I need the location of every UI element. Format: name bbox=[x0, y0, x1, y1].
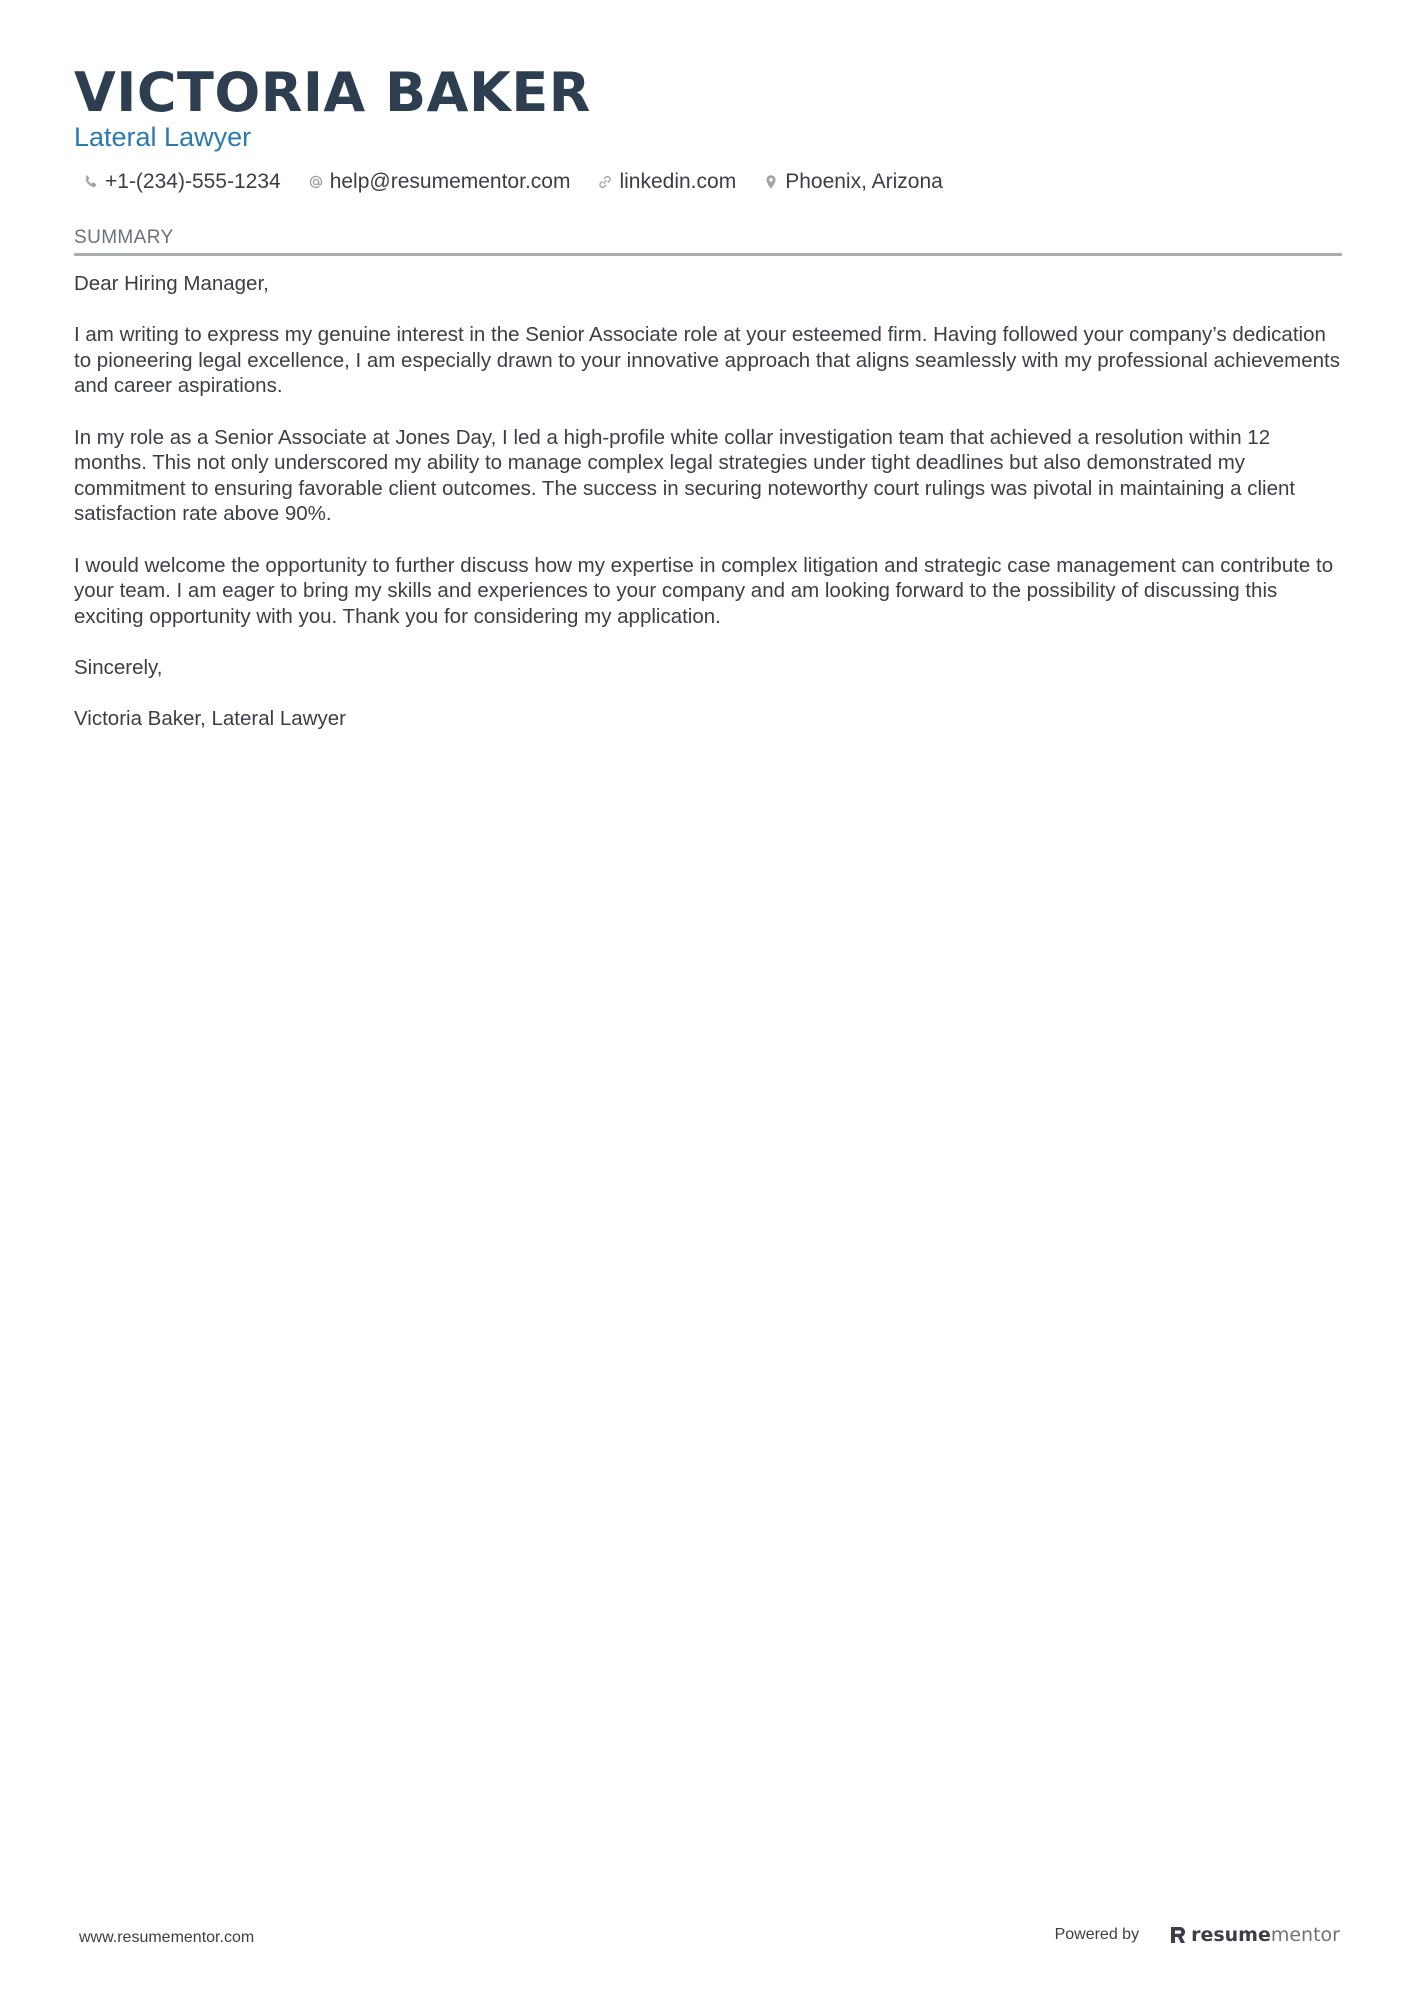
location-pin-icon bbox=[762, 173, 780, 191]
letter-paragraph: In my role as a Senior Associate at Jones Day, I led a high-profile white collar investigation team that achieved a resolution within 12 months. This not only underscored my ability to manage complex legal strategies under tight deadlines but also demonstrated my commitment to ensuring favorable client outcomes. The success in securing noteworthy court rulings was pivotal in maintaining a client satisfaction rate above 90%. bbox=[74, 425, 1296, 526]
contact-linkedin-text: linkedin.com bbox=[619, 170, 737, 193]
section-divider bbox=[74, 253, 1342, 256]
contact-location bbox=[762, 170, 943, 194]
at-icon bbox=[307, 173, 325, 191]
brand-name-part1: resume bbox=[1191, 1924, 1271, 1946]
cover-letter-body bbox=[74, 271, 1342, 757]
letter-paragraph: I would welcome the opportunity to further discuss how my expertise in complex litigation and strategic case management can contribute to your team. I am eager to bring my skills and experiences to your company and am looking forward to the possibility of discussing this exciting opportunity with you. Thank you for considering my application. bbox=[74, 553, 1334, 628]
contact-location-text: Phoenix, Arizona bbox=[785, 170, 943, 193]
section-title-summary: SUMMARY bbox=[74, 227, 174, 248]
brand-logo-link[interactable] bbox=[1169, 1924, 1340, 1946]
contact-phone[interactable] bbox=[82, 170, 281, 194]
phone-icon bbox=[82, 173, 100, 191]
resumementor-logo-icon bbox=[1169, 1925, 1187, 1945]
powered-by-label: Powered by bbox=[1054, 1926, 1140, 1943]
contact-email[interactable] bbox=[307, 170, 571, 194]
footer-branding bbox=[1055, 1924, 1340, 1946]
letter-signature: Victoria Baker, Lateral Lawyer bbox=[74, 707, 346, 731]
contact-bar bbox=[82, 166, 969, 198]
candidate-name: VICTORIA BAKER bbox=[74, 61, 591, 124]
contact-linkedin[interactable] bbox=[596, 170, 736, 194]
letter-closing: Sincerely, bbox=[74, 655, 163, 679]
brand-name-part2: mentor bbox=[1270, 1924, 1340, 1946]
letter-salutation: Dear Hiring Manager, bbox=[74, 272, 269, 295]
candidate-role: Lateral Lawyer bbox=[74, 122, 252, 152]
footer-website-link[interactable]: www.resumementor.com bbox=[79, 1929, 255, 1946]
link-icon bbox=[596, 173, 614, 191]
contact-email-text: help@resumementor.com bbox=[329, 170, 571, 193]
letter-paragraph: I am writing to express my genuine interest in the Senior Associate role at your esteemed firm. Having followed your company’s dedication to pioneering legal excellence, I am especially drawn to your innovative approach that aligns seamlessly with my professional achievements and career aspirations. bbox=[74, 323, 1340, 398]
contact-phone-text: +1-(234)-555-1234 bbox=[105, 170, 281, 193]
resume-page bbox=[74, 0, 1342, 1995]
